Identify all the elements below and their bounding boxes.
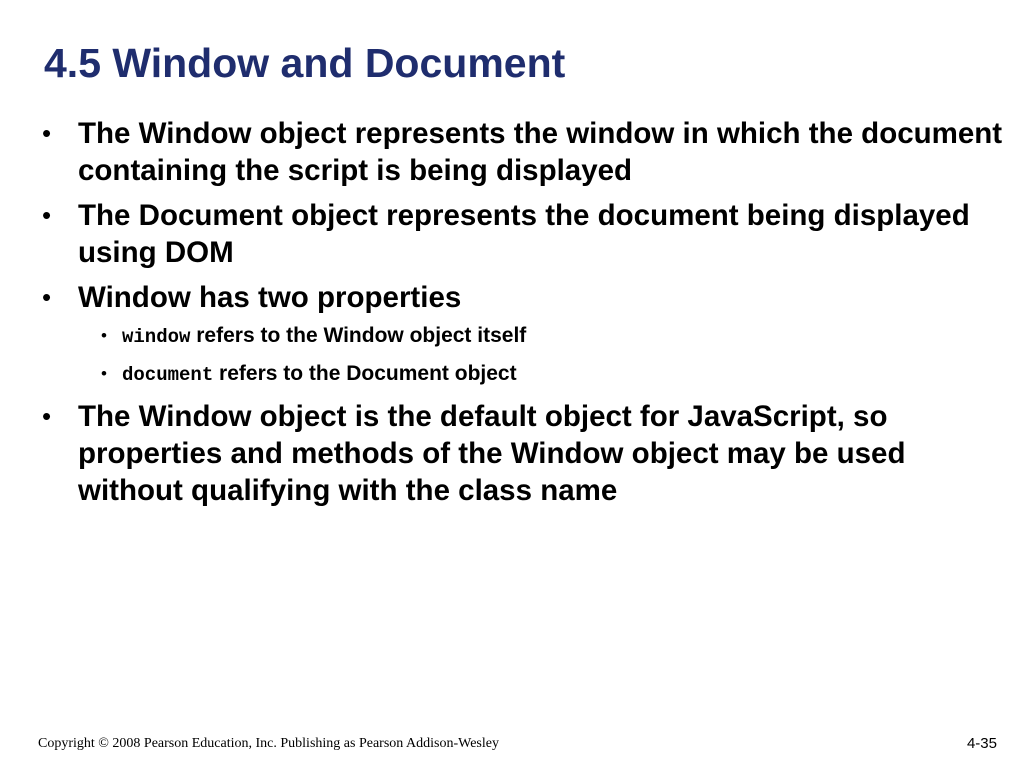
sub-bullet-list (78, 322, 1004, 389)
footer-copyright: Copyright © 2008 Pearson Education, Inc. Publishing as Pearson Addison-Wesley (38, 736, 499, 751)
code-keyword-document: document (122, 364, 214, 386)
sub-bullet-text: refers to the Document object (213, 362, 517, 385)
bullet-text: The Window object represents the window in which the document containing the script is being displayed (78, 117, 1003, 187)
bullet-text: The Document object represents the document being displayed using DOM (78, 199, 970, 269)
bullet-marker: • (42, 282, 52, 312)
slide-title: 4.5 Window and Document (44, 40, 566, 86)
bullet-text: The Window object is the default object for JavaScript, so properties and methods of the Window object may be used without qualifying with the class name (78, 400, 906, 507)
sub-bullet-item (0, 360, 1004, 389)
sub-bullet-marker: • (101, 364, 107, 383)
bullet-text: Window has two properties (78, 281, 462, 314)
sub-bullet-marker: • (101, 326, 107, 345)
code-keyword-window: window (122, 326, 191, 348)
bullet-item (0, 197, 1024, 271)
bullet-marker: • (42, 200, 52, 230)
bullet-item (0, 398, 1024, 509)
bullet-list (0, 115, 1024, 517)
sub-bullet-item (0, 322, 1004, 351)
page-number: 4-35 (966, 735, 997, 752)
sub-bullet-text: refers to the Window object itself (190, 324, 527, 347)
bullet-marker: • (42, 401, 52, 431)
bullet-marker: • (42, 118, 52, 148)
bullet-item (0, 115, 1024, 189)
bullet-item (0, 279, 1024, 389)
